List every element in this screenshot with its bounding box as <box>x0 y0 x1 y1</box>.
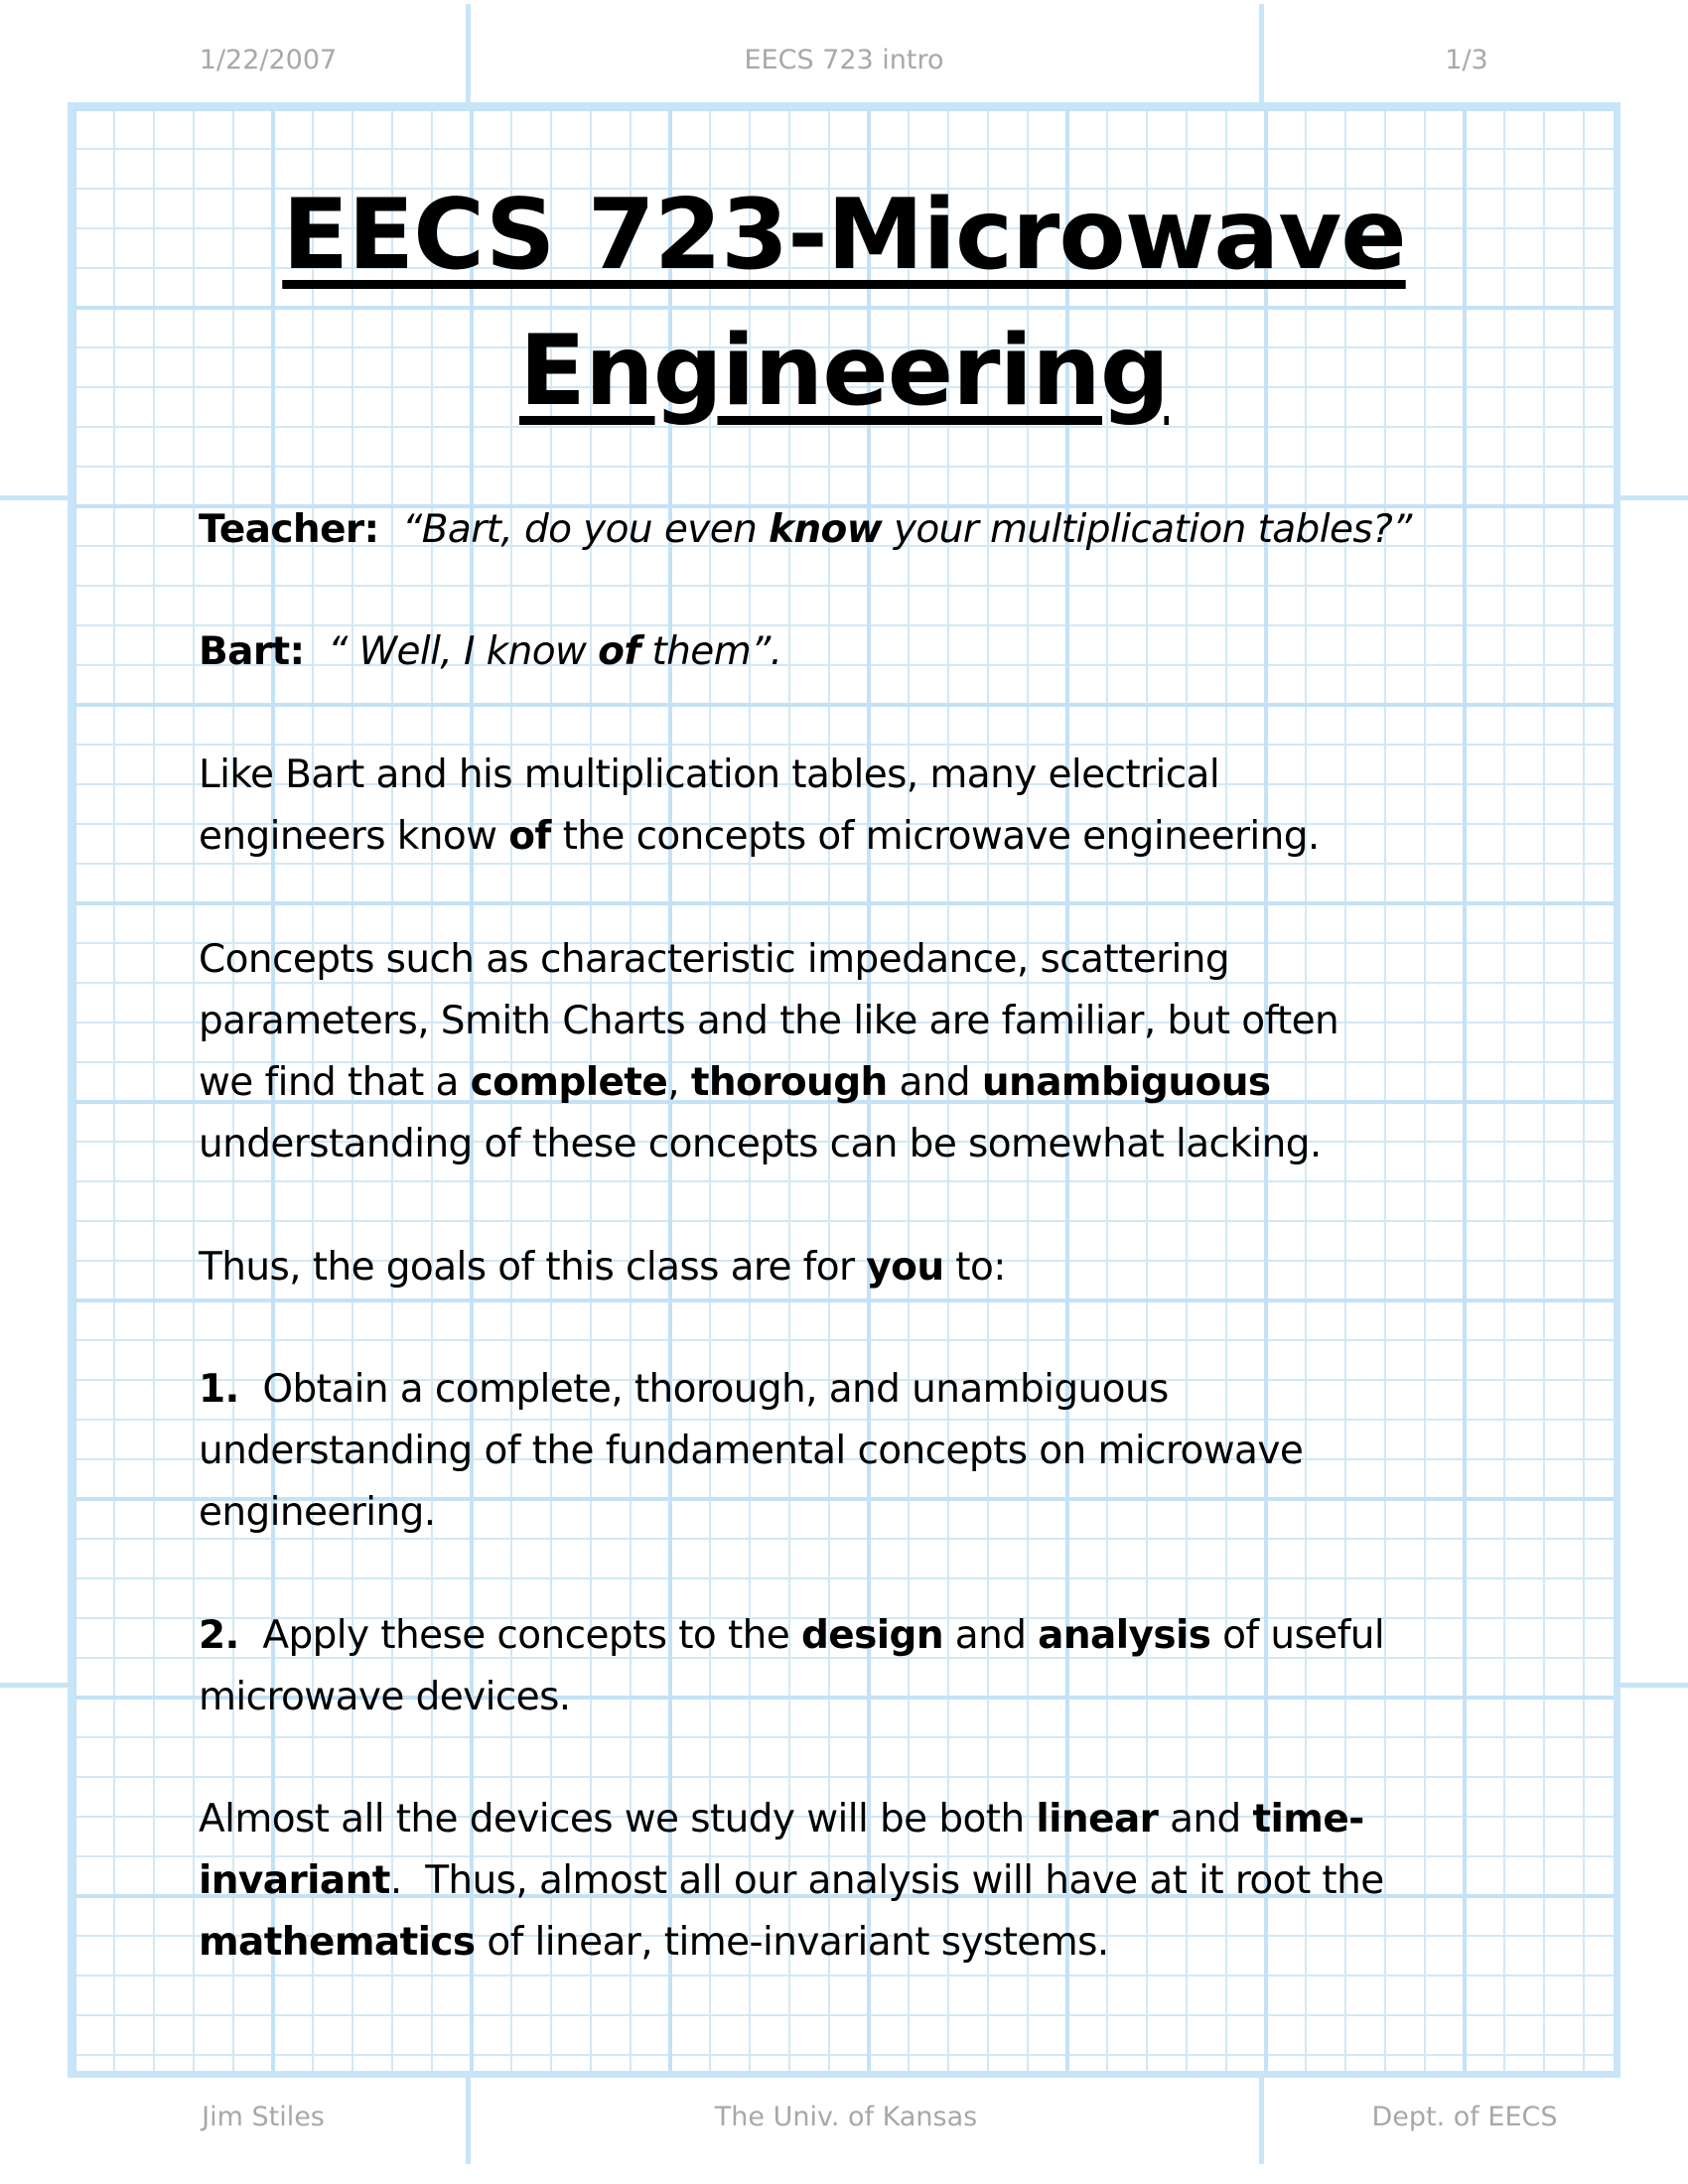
page-title-line2 <box>0 315 1688 428</box>
bart-label: Bart: <box>199 629 305 674</box>
page-title-text-1: EECS 723-Microwave <box>282 179 1406 292</box>
text-run: of useful <box>1210 1613 1385 1658</box>
footer-author: Jim Stiles <box>202 2102 325 2132</box>
paragraph3-line1 <box>199 1245 1006 1290</box>
paragraph2-line2: parameters, Smith Charts and the like are familiar, but often <box>199 999 1339 1043</box>
paragraph2-line1: Concepts such as characteristic impedance, scattering <box>199 937 1230 982</box>
text-run: Obtain a complete, thorough, and unambiguous <box>262 1367 1169 1412</box>
header-divider-right <box>1259 4 1264 103</box>
footer-institution: The Univ. of Kansas <box>714 2102 978 2132</box>
page-title-line1 <box>0 179 1688 292</box>
text-run: Almost all the devices we study will be both <box>199 1797 1037 1842</box>
paragraph2-line4: understanding of these concepts can be somewhat lacking. <box>199 1122 1322 1166</box>
bart-quote-a: “ Well, I know <box>328 629 599 674</box>
goal-2-line1 <box>199 1613 1385 1658</box>
emphasis-text: design <box>800 1613 943 1658</box>
margin-line-right-lower <box>1618 1683 1688 1688</box>
goal-1-number: 1. <box>199 1367 239 1412</box>
header-page-number: 1/3 <box>1445 45 1488 75</box>
bart-line <box>199 629 782 674</box>
text-run: of linear, time-invariant systems. <box>475 1920 1109 1965</box>
teacher-label: Teacher: <box>199 507 379 552</box>
teacher-quote-b: your multiplication tables?” <box>882 507 1412 552</box>
text-run: Apply these concepts to the <box>262 1613 801 1658</box>
margin-line-left-upper <box>0 495 70 500</box>
emphasis-text: linear <box>1036 1797 1159 1842</box>
paragraph4-line1 <box>199 1797 1364 1842</box>
emphasis-text: you <box>866 1245 944 1290</box>
paragraph1-line1: Like Bart and his multiplication tables, many electrical <box>199 752 1220 797</box>
paragraph1-line2 <box>199 814 1320 859</box>
emphasis-text: thorough <box>690 1060 888 1105</box>
emphasis-text: complete <box>470 1060 668 1105</box>
goal-1-line2: understanding of the fundamental concepts on microwave <box>199 1429 1304 1473</box>
footer-department: Dept. of EECS <box>1371 2102 1558 2132</box>
paragraph2-line3 <box>199 1060 1271 1105</box>
text-run: we find that a <box>199 1060 471 1105</box>
emphasis-text: time- <box>1252 1797 1364 1842</box>
text-run: the concepts of microwave engineering. <box>550 814 1320 859</box>
goal-2-number: 2. <box>199 1613 239 1658</box>
goal-1-line1 <box>199 1367 1169 1412</box>
emphasis-text: unambiguous <box>981 1060 1271 1105</box>
text-run: and <box>943 1613 1039 1658</box>
emphasis-text: invariant <box>199 1858 390 1903</box>
paragraph4-line3 <box>199 1920 1109 1965</box>
page-title-text-2: Engineering <box>519 315 1169 428</box>
teacher-quote-a: “Bart, do you even <box>402 507 770 552</box>
footer-divider-right <box>1259 2077 1264 2164</box>
emphasis-text: of <box>508 814 551 859</box>
goal-1-line3: engineering. <box>199 1490 436 1535</box>
teacher-line <box>199 507 1412 552</box>
text-run: Thus, the goals of this class are for <box>199 1245 867 1290</box>
goal-2-line2: microwave devices. <box>199 1675 571 1719</box>
header-doc-title: EECS 723 intro <box>744 45 944 75</box>
bart-quote-b: them”. <box>639 629 782 674</box>
text-run: and <box>887 1060 982 1105</box>
paragraph4-line2 <box>199 1858 1384 1903</box>
text-run: , <box>667 1060 691 1105</box>
text-run: to: <box>943 1245 1006 1290</box>
text-run: . Thus, almost all our analysis will have at it root the <box>389 1858 1384 1903</box>
margin-line-right-upper <box>1618 495 1688 500</box>
emphasis-text: mathematics <box>199 1920 476 1965</box>
header-divider-left <box>466 4 471 103</box>
footer-divider-left <box>466 2077 471 2164</box>
emphasis-text: analysis <box>1038 1613 1211 1658</box>
teacher-quote-bold: know <box>769 507 883 552</box>
text-run: engineers know <box>199 814 509 859</box>
text-run: and <box>1158 1797 1253 1842</box>
bart-quote-bold: of <box>598 629 640 674</box>
margin-line-left-lower <box>0 1683 70 1688</box>
header-date: 1/22/2007 <box>199 45 338 75</box>
